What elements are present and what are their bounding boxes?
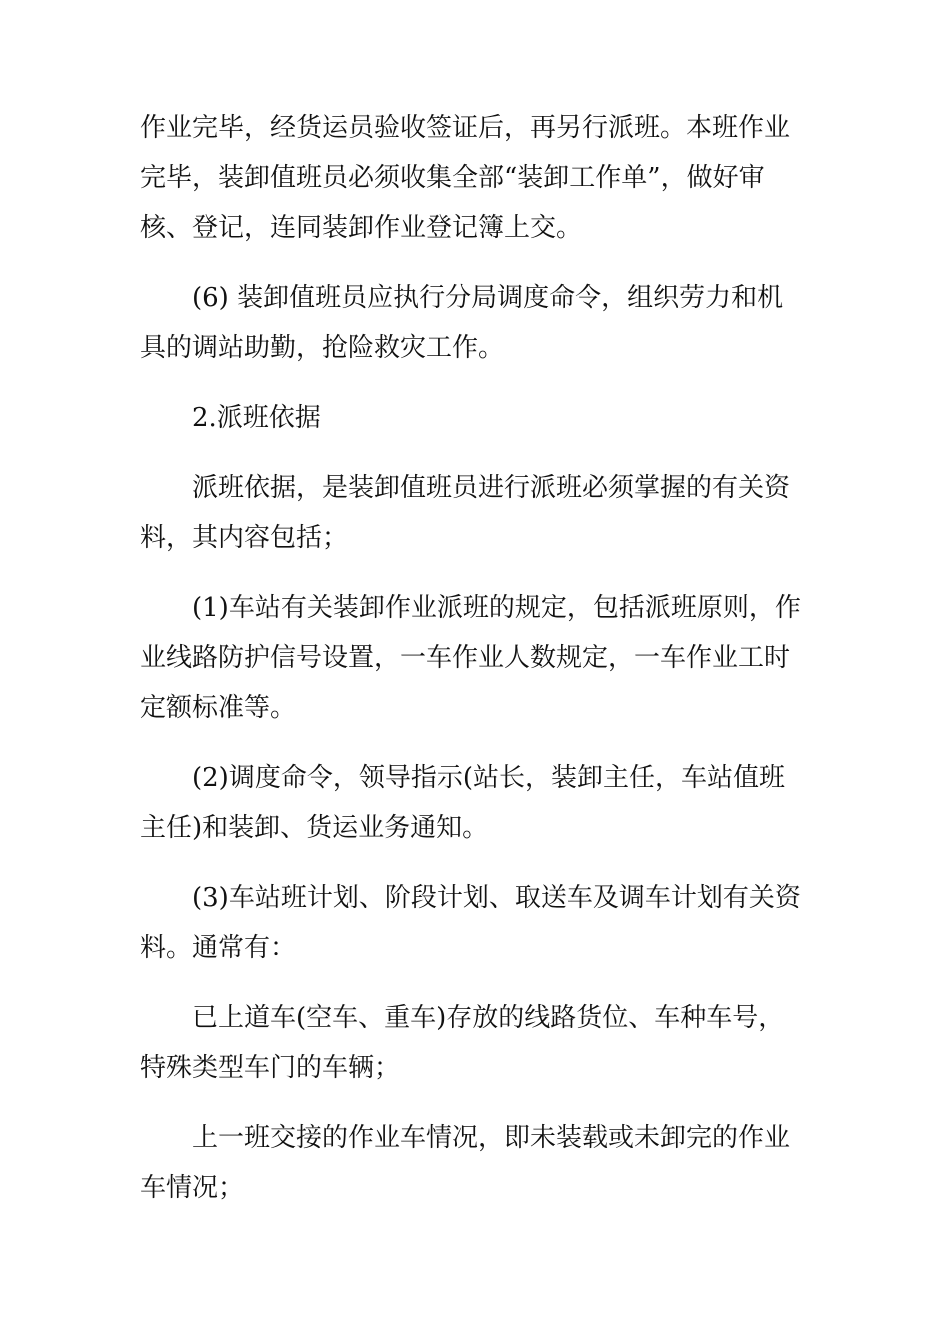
text-line: (3)车站班计划、阶段计划、取送车及调车计划有关资 [192, 883, 801, 913]
text-line: 作业完毕，经货运员验收签证后，再另行派班。本班作业 [140, 113, 791, 143]
text-line: 车情况； [140, 1173, 245, 1203]
text-line: (2)调度命令，领导指示(站长，装卸主任，车站值班 [192, 763, 785, 793]
text-line: 完毕，装卸值班员必须收集全部“装卸工作单”，做好审 [140, 163, 765, 193]
text-line: 特殊类型车门的车辆； [140, 1053, 401, 1083]
text-line: 派班依据，是装卸值班员进行派班必须掌握的有关资 [192, 473, 791, 503]
text-line: 业线路防护信号设置，一车作业人数规定，一车作业工时 [140, 643, 791, 673]
text-line: 主任)和装卸、货运业务通知。 [140, 813, 489, 843]
text-line: 料。通常有： [140, 933, 297, 963]
paragraph-8 [140, 993, 810, 1093]
paragraph-2 [140, 273, 810, 373]
paragraph-7 [140, 873, 810, 973]
paragraph-6 [140, 753, 810, 853]
text-line: 上一班交接的作业车情况，即未装载或未卸完的作业 [192, 1123, 791, 1153]
paragraph-1 [140, 103, 810, 253]
text-line: (6) 装卸值班员应执行分局调度命令，组织劳力和机 [192, 283, 784, 313]
section-heading [140, 393, 810, 443]
text-line: 定额标准等。 [140, 693, 297, 723]
document-body [140, 103, 810, 1213]
paragraph-4 [140, 463, 810, 563]
text-line: (1)车站有关装卸作业派班的规定，包括派班原则，作 [192, 593, 801, 623]
text-line: 核、登记，连同装卸作业登记簿上交。 [140, 213, 583, 243]
text-line: 具的调站助勤，抢险救灾工作。 [140, 333, 505, 363]
text-line: 料，其内容包括； [140, 523, 349, 553]
paragraph-5 [140, 583, 810, 733]
text-line: 已上道车(空车、重车)存放的线路货位、车种车号， [192, 1003, 785, 1033]
text-line: 2.派班依据 [192, 403, 321, 433]
paragraph-9 [140, 1113, 810, 1213]
